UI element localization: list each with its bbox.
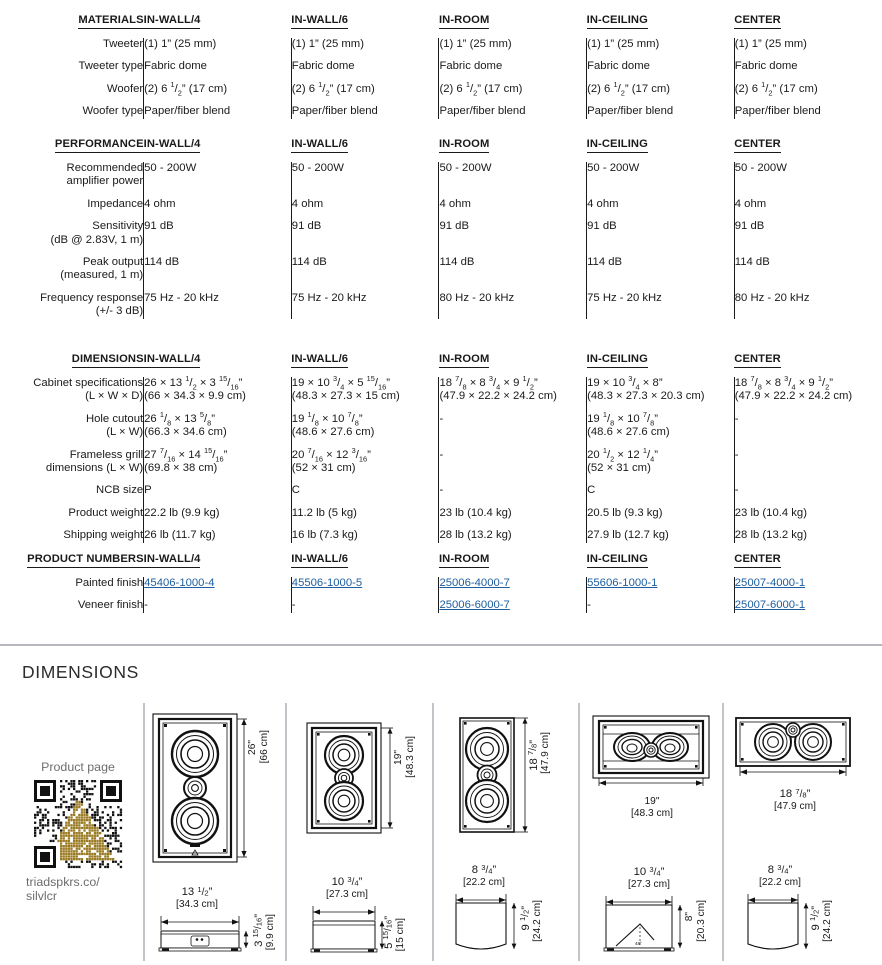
product-page-qr[interactable] [26,760,130,903]
cell-dimensions-4: 28 lb (13.2 kg) [734,520,882,542]
row-label: Product weight [68,506,144,519]
in-wall-4-depth-label-cm: [9.9 cm] [265,914,276,951]
table-row [0,162,882,189]
table-row [0,498,882,520]
table-row [0,520,882,542]
row-label: Tweeter [102,38,144,50]
table-row [0,440,882,476]
cell-dimensions-4: - [734,440,882,476]
cell-dimensions-2: 23 lb (10.4 kg) [439,498,587,520]
cell-performance-0: 75 Hz - 20 kHz [144,283,292,319]
cell-materials-3: Fabric dome [587,51,735,73]
section-product-numbers [0,549,882,613]
drawing-in-wall-6 [285,700,432,965]
cell-performance-3: 4 ohm [587,189,735,211]
cell-dimensions-2: - [439,440,587,476]
table-materials [0,10,882,119]
cell-product-numbers-3[interactable] [587,577,735,590]
cell-performance-1: 50 - 200W [291,162,439,189]
in-wall-4-depth-label: 3 $^{15}/_{16}$” [250,914,265,947]
drawing-in-ceiling [578,700,722,965]
row-label: Cabinet specifications (L × W × D) [33,377,144,403]
cell-performance-4: 4 ohm [734,189,882,211]
cell-materials-2: (1) 1” (25 mm) [439,38,587,51]
cell-performance-2: 114 dB [439,247,587,283]
section-materials [0,10,882,119]
column-header-in-ceiling: IN-CEILING [587,549,735,577]
table-row [0,475,882,497]
cell-performance-4: 80 Hz - 20 kHz [734,283,882,319]
row-label: Recommended amplifier power [66,162,144,188]
in-wall-4-height-label: 26" [247,740,258,755]
product-number-link[interactable]: 25007-4000-1 [734,577,806,589]
cell-performance-1: 4 ohm [291,189,439,211]
table-row [0,404,882,440]
cell-dimensions-4: 18 $^7/_8 \times 8$ $^3/_4 \times 9$ $^1/_2$” (47.9 × 22.2 × 24.2 cm) [734,377,882,404]
cell-dimensions-1: 19 × 10 $^3/_4 \times 5$ $^{15}/_{16}$” (48.3 × 27.3 × 15 cm) [291,377,439,404]
column-header-in-wall-4: IN-WALL/4 [144,10,292,38]
row-label: Frameless grill dimensions (L × W) [45,448,144,475]
column-header-in-room: IN-ROOM [439,549,587,577]
header-row [0,134,882,162]
cell-materials-4: (2) 6 $^1/_2$” (17 cm) [734,74,882,96]
cell-performance-3: 114 dB [587,247,735,283]
in-room-height-label-cm: [47.9 cm] [540,732,551,774]
table-row [0,51,882,73]
cell-materials-0: Fabric dome [144,51,292,73]
svg-text:48°: 48° [635,941,642,946]
cell-performance-1: 75 Hz - 20 kHz [291,283,439,319]
cell-dimensions-2: - [439,404,587,440]
column-header-center: CENTER [734,549,882,577]
column-header-in-ceiling: IN-CEILING [587,134,735,162]
column-header-in-wall-6: IN-WALL/6 [291,549,439,577]
column-header-center: CENTER [734,10,882,38]
column-header-in-wall-4: IN-WALL/4 [144,549,292,577]
row-label: Woofer type [82,105,144,118]
section-performance [0,134,882,319]
qr-code-icon[interactable] [32,778,124,870]
cell-product-numbers-2[interactable] [439,577,587,590]
cell-materials-3: (1) 1” (25 mm) [587,38,735,51]
table-row [0,38,882,51]
drawing-in-room [432,700,578,965]
cell-materials-4: Paper/fiber blend [734,96,882,118]
cell-materials-0: Paper/fiber blend [144,96,292,118]
table-row [0,577,882,590]
row-label: Impedance [87,197,144,210]
row-label: Woofer [106,82,144,95]
row-label: Veneer finish [77,599,144,612]
cell-dimensions-2: 18 $^7/_8 \times 8$ $^3/_4 \times 9$ $^1/_2$” (47.9 × 22.2 × 24.2 cm) [439,377,587,404]
in-wall-6-height-label-cm: [48.3 cm] [405,736,416,778]
column-header-in-ceiling: IN-CEILING [587,10,735,38]
cell-materials-1: Fabric dome [291,51,439,73]
product-number-link[interactable]: 45406-1000-4 [144,577,215,589]
cell-dimensions-0: 26 lb (11.7 kg) [144,520,292,542]
in-wall-4-front-view [151,706,255,871]
row-label: Shipping weight [63,529,144,542]
dimensions-title: DIMENSIONS [22,662,139,682]
in-room-depth-label-cm: [24.2 cm] [532,900,543,942]
section-heading: PRODUCT NUMBERS [27,553,143,568]
center-side-width-label: 8 $^3/_4$” [22.2 cm] [759,862,801,889]
in-ceiling-depth-label: 8" [684,912,695,922]
cell-performance-4: 114 dB [734,247,882,283]
column-header-in-wall-6: IN-WALL/6 [291,10,439,38]
column-header-in-ceiling: IN-CEILING [587,349,735,377]
cell-performance-0: 4 ohm [144,189,292,211]
cell-dimensions-3: 20 $^1/_2 \times 12$ $^1/_4$” (52 × 31 cm) [587,440,735,476]
table-row [0,590,882,612]
cell-dimensions-4: - [734,404,882,440]
in-wall-4-side-view [149,912,253,958]
cell-materials-2: (2) 6 $^1/_2$” (17 cm) [439,74,587,96]
qr-url[interactable] [26,875,130,903]
row-label: Hole cutout (L × W) [85,412,144,439]
cell-dimensions-3: 19 $^1/_8 \times 10$ $^7/_8$” (48.6 × 27.6 cm) [587,404,735,440]
cell-dimensions-1: 20 $^7/_{16} \times 12$ $^3/_{16}$” (52 × 31 cm) [291,440,439,476]
section-heading: PERFORMANCE [55,138,144,153]
in-wall-4-height-label-cm: [66 cm] [259,730,270,764]
cell-dimensions-4: 23 lb (10.4 kg) [734,498,882,520]
in-wall-4-side-width-label: 13 $^1/_2$” [34.3 cm] [176,884,218,911]
product-number-link[interactable]: 45506-1000-5 [291,577,363,589]
cell-materials-4: (1) 1” (25 mm) [734,38,882,51]
cell-product-numbers-3: - [587,590,735,612]
in-room-depth-label: 9 $^1/_2$” [517,906,532,931]
column-header-center: CENTER [734,134,882,162]
cell-dimensions-1: 19 $^1/_8 \times 10$ $^7/_8$” (48.6 × 27.6 cm) [291,404,439,440]
center-front-view [732,714,858,782]
table-row [0,96,882,118]
cell-materials-2: Fabric dome [439,51,587,73]
cell-product-numbers-1[interactable] [291,577,439,590]
cell-performance-4: 91 dB [734,211,882,247]
cell-product-numbers-4[interactable] [734,577,882,590]
table-product-numbers [0,549,882,613]
section-heading: MATERIALS [78,14,143,29]
column-header-in-room: IN-ROOM [439,134,587,162]
center-width-label: 18 $^7/_8$” [47.9 cm] [774,786,816,813]
in-ceiling-front-view [590,712,714,788]
column-header-in-room: IN-ROOM [439,10,587,38]
cell-dimensions-0: 22.2 lb (9.9 kg) [144,498,292,520]
in-ceiling-side-width-label: 10 $^3/_4$” [27.3 cm] [628,864,670,891]
qr-url-line1: triadspkrs.co/ [26,875,100,889]
cell-dimensions-1: 11.2 lb (5 kg) [291,498,439,520]
cell-dimensions-0: P [144,475,292,497]
table-dimensions [0,349,882,543]
in-wall-6-depth-label-cm: [15 cm] [395,918,406,952]
cell-dimensions-3: 20.5 lb (9.3 kg) [587,498,735,520]
table-performance [0,134,882,319]
cell-materials-0: (1) 1” (25 mm) [144,38,292,51]
row-label: Painted finish [75,577,144,589]
product-number-link[interactable]: 25007-6000-1 [734,599,806,612]
header-row [0,549,882,577]
cell-product-numbers-2[interactable] [439,590,587,612]
cell-dimensions-2: - [439,475,587,497]
product-number-link[interactable]: 25006-4000-7 [439,577,510,589]
center-depth-label: 9 $^1/_2$” [807,906,822,931]
cell-product-numbers-0: - [144,590,292,612]
cell-performance-4: 50 - 200W [734,162,882,189]
qr-code-svg [32,778,124,870]
cell-performance-2: 80 Hz - 20 kHz [439,283,587,319]
row-label: Sensitivity (dB @ 2.83V, 1 m) [50,220,144,246]
table-row [0,283,882,319]
cell-dimensions-3: 27.9 lb (12.7 kg) [587,520,735,542]
cell-materials-1: (2) 6 $^1/_2$” (17 cm) [291,74,439,96]
column-header-in-wall-6: IN-WALL/6 [291,134,439,162]
cell-materials-1: (1) 1” (25 mm) [291,38,439,51]
cell-performance-0: 91 dB [144,211,292,247]
in-ceiling-width-label: 19" [48.3 cm] [631,796,673,820]
cell-materials-2: Paper/fiber blend [439,96,587,118]
header-row [0,10,882,38]
in-wall-6-side-width-label: 10 $^3/_4$” [27.3 cm] [326,874,368,901]
cell-materials-4: Fabric dome [734,51,882,73]
center-depth-label-cm: [24.2 cm] [822,900,833,942]
cell-performance-3: 50 - 200W [587,162,735,189]
cell-dimensions-3: 19 × 10 $^3/_4 \times 8$” (48.3 × 27.3 × 20.3 cm) [587,377,735,404]
cell-product-numbers-4[interactable] [734,590,882,612]
table-row [0,189,882,211]
column-header-in-wall-4: IN-WALL/4 [144,349,292,377]
table-row [0,247,882,283]
column-header-in-wall-4: IN-WALL/4 [144,134,292,162]
cell-materials-3: (2) 6 $^1/_2$” (17 cm) [587,74,735,96]
cell-performance-0: 50 - 200W [144,162,292,189]
row-label: Frequency response (+/- 3 dB) [40,291,144,318]
section-dimensions [0,349,882,543]
in-wall-6-height-label: 19" [393,750,404,765]
drawing-center [722,700,882,965]
cell-product-numbers-0[interactable] [144,577,292,590]
cell-dimensions-0: 26 $^1/_8 \times 13$ $^5/_8$” (66.3 × 34.6 cm) [144,404,292,440]
header-row [0,349,882,377]
cell-performance-1: 114 dB [291,247,439,283]
cell-dimensions-1: C [291,475,439,497]
in-ceiling-depth-label-cm: [20.3 cm] [696,900,707,942]
drawings-area [0,700,882,965]
column-header-in-room: IN-ROOM [439,349,587,377]
in-room-height-label: 18 $^7/_8$” [525,740,540,771]
cell-performance-0: 114 dB [144,247,292,283]
cell-performance-2: 4 ohm [439,189,587,211]
cell-dimensions-1: 16 lb (7.3 kg) [291,520,439,542]
cell-performance-2: 91 dB [439,211,587,247]
product-number-link[interactable]: 55606-1000-1 [587,577,658,589]
row-label: NCB size [96,484,144,497]
cell-performance-3: 91 dB [587,211,735,247]
cell-materials-0: (2) 6 $^1/_2$” (17 cm) [144,74,292,96]
in-wall-6-front-view [305,717,401,842]
cell-dimensions-3: C [587,475,735,497]
cell-dimensions-4: - [734,475,882,497]
cell-dimensions-2: 28 lb (13.2 kg) [439,520,587,542]
in-room-front-view [450,712,546,840]
table-row [0,377,882,404]
table-row [0,211,882,247]
cell-dimensions-0: 27 $^7/_{16} \times 14$ $^{15}/_{16}$” (69.8 × 38 cm) [144,440,292,476]
in-wall-6-depth-label: 5 $^{15}/_{16}$” [380,916,395,949]
qr-caption: Product page [41,760,115,774]
drawing-in-wall-4 [143,700,285,965]
in-room-side-width-label: 8 $^3/_4$” [22.2 cm] [463,862,505,889]
cell-performance-1: 91 dB [291,211,439,247]
row-label: Tweeter type [78,60,144,73]
qr-url-line2: silvlcr [26,889,57,903]
column-header-in-wall-6: IN-WALL/6 [291,349,439,377]
product-number-link[interactable]: 25006-6000-7 [439,599,510,612]
section-heading: DIMENSIONS [72,353,144,368]
cell-dimensions-0: 26 × 13 $^1/_2 \times 3$ $^{15}/_{16}$” (66 × 34.3 × 9.9 cm) [144,377,292,404]
cell-materials-1: Paper/fiber blend [291,96,439,118]
table-row [0,74,882,96]
column-header-center: CENTER [734,349,882,377]
cell-materials-3: Paper/fiber blend [587,96,735,118]
cell-performance-3: 75 Hz - 20 kHz [587,283,735,319]
row-label: Peak output (measured, 1 m) [60,256,144,282]
cell-performance-2: 50 - 200W [439,162,587,189]
cell-product-numbers-1: - [291,590,439,612]
in-ceiling-side-view [594,894,710,962]
section-divider [0,644,882,646]
